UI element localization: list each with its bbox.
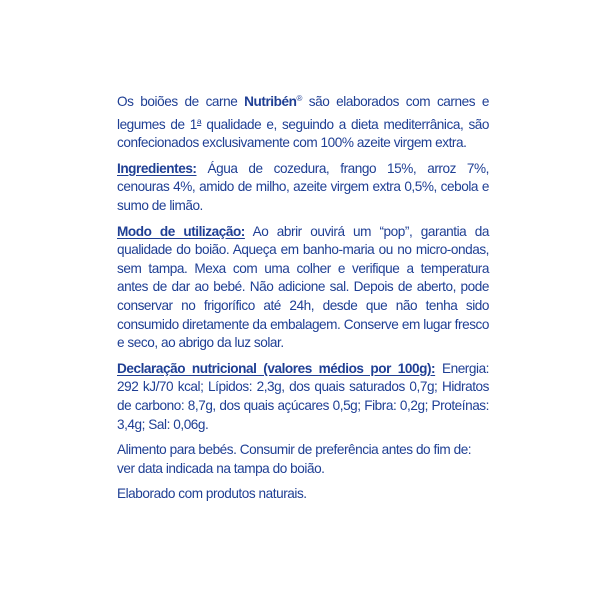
usage-paragraph (117, 223, 489, 353)
footer-text: Elaborado com produtos naturais. (117, 486, 307, 502)
intro-text-2: são elaborados com carnes e legumes de 1 (117, 94, 489, 132)
usage-text: Ao abrir ouvirá um “pop”, garantia da qualidade do boião. Aqueça em banho-maria ou no micro-ondas, sem tampa. Mexa com uma colher e verifique a temperatura antes de dar ao bebé. Não adicione sal. Depois de aberto, pode conservar no frigorífico até 24h, desde que não tenha sido consumido diretamente da embalagem. Conserve em lugar fresco e seco, ao abrigo da luz solar. (117, 223, 489, 351)
label-text-block (117, 90, 489, 511)
ingredients-label: Ingredientes: (117, 160, 197, 176)
nutrition-label: Declaração nutricional (valores médios por 100g): (117, 360, 436, 376)
registered-mark: ® (296, 94, 302, 103)
notice-text: Alimento para bebés. Consumir de preferência antes do fim de: ver data indicada na tampa do boião. (117, 442, 472, 476)
usage-label: Modo de utilização: (117, 223, 245, 239)
nutrition-text: Energia: 292 kJ/70 kcal; Lípidos: 2,3g, dos quais saturados 0,7g; Hidratos de carbono: 8,7g, dos quais açúcares 0,5g; Fibra: 0,2g; Proteínas: 3,4g; Sal: 0,06g. (117, 360, 490, 432)
ingredients-text: Água de cozedura, frango 15%, arroz 7%, cenouras 4%, amido de milho, azeite virgem extra 0,5%, cebola e sumo de limão. (117, 160, 489, 213)
intro-paragraph (117, 90, 489, 153)
ingredients-paragraph (117, 160, 489, 216)
intro-text-1: Os boiões de carne (117, 94, 245, 109)
nutrition-paragraph (117, 360, 489, 434)
brand-name: Nutribén (244, 94, 297, 109)
notice-paragraph (117, 441, 489, 478)
ordinal-mark: a (196, 115, 202, 126)
intro-text-3: qualidade e, seguindo a dieta mediterrânica, são confecionados exclusivamente com 100% azeite virgem extra. (117, 116, 490, 151)
footer-paragraph (117, 485, 489, 504)
